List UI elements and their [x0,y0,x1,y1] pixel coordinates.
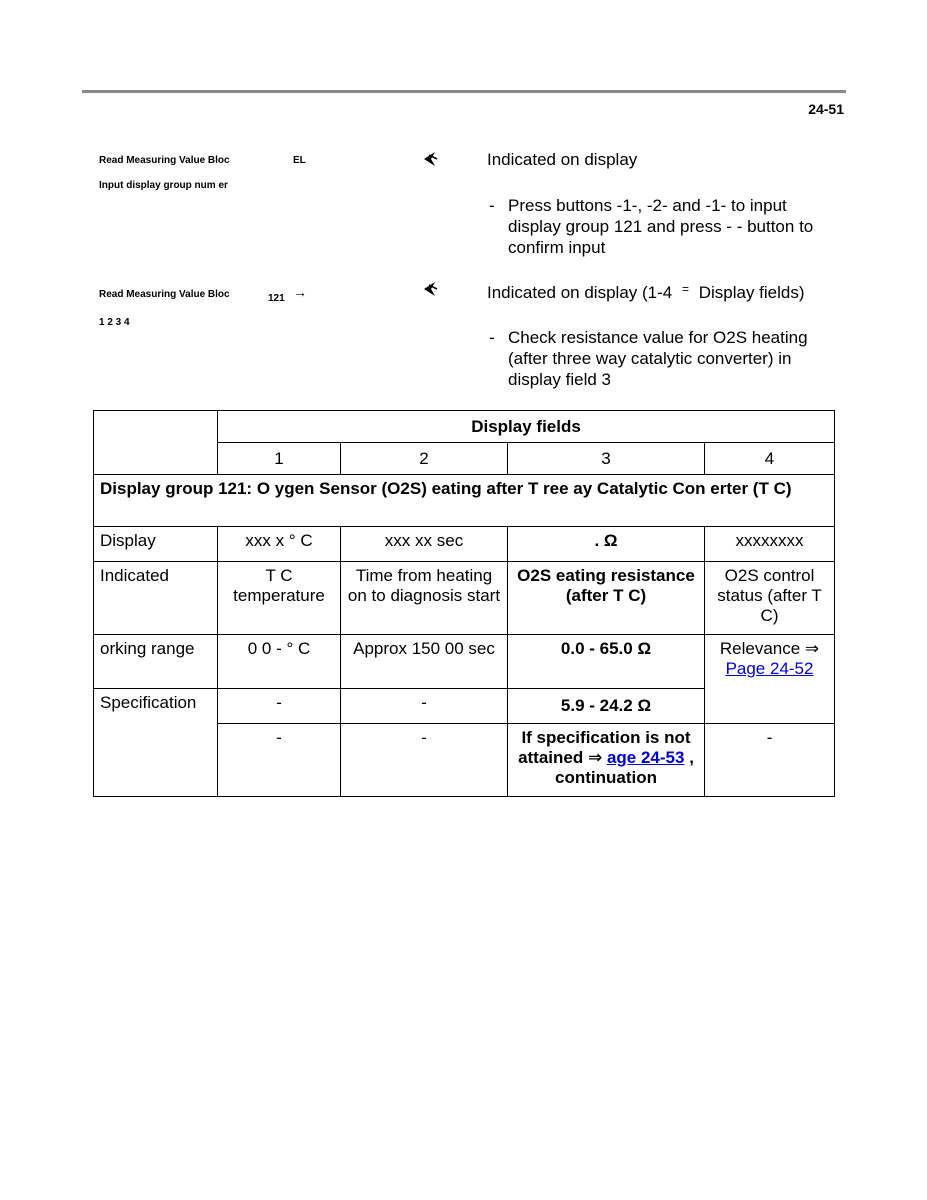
column-header-2: 2 [341,443,508,475]
row-label-working-range: orking range [94,635,218,689]
display-group-title: Display group 121: O ygen Sensor (O2S) eating after T ree ay Catalytic Con erter (T C) [94,475,835,527]
screen-text-line1: Read Measuring Value Bloc [99,289,230,300]
indicated-field-1: T C temperature [218,562,341,635]
row-label-indicated: Indicated [94,562,218,635]
right-arrow-icon: → [293,284,307,300]
screen-text-line1: Read Measuring Value Bloc [99,155,230,166]
working-range-2: Approx 150 00 sec [341,635,508,689]
page-24-53-link[interactable]: age 24-53 [606,748,685,767]
spec-field-2: - [341,689,508,724]
instruction-input-group: - Press buttons -1-, -2- and -1- to input display group 121 and press - - button to confirm input [489,195,839,261]
continuation-text: , continuation [555,748,694,787]
table-corner-cell [94,411,218,475]
row-label-specification: Specification [94,689,218,797]
screen-group-number: 121 [268,293,285,304]
working-range-1: 0 0 - ° C [218,635,341,689]
table-header-title: Display fields [218,411,835,443]
action-field-2: - [341,724,508,797]
indicated-on-display: Indicated on display [487,150,638,169]
screen-text-line2: Input display group num er [99,180,228,191]
display-indicator-icon [421,281,439,297]
display-field-2: xxx xx sec [341,527,508,562]
column-header-4: 4 [705,443,835,475]
display-field-3: . Ω [508,527,705,562]
display-indicator-icon [421,151,439,167]
page-number: 24-51 [808,101,844,117]
equals-icon: = [681,282,689,296]
indicated-field-4: O2S control status (after T C) [705,562,835,635]
action-field-1: - [218,724,341,797]
indicated-prefix: Indicated on display (1-4 [487,283,673,302]
display-field-1: xxx x ° C [218,527,341,562]
indicated-suffix: Display fields) [698,283,805,302]
column-header-3: 3 [508,443,705,475]
display-fields-table [93,410,835,797]
display-field-4: xxxxxxxx [705,527,835,562]
page-24-52-link[interactable]: Page 24-52 [725,659,814,678]
spec-not-attained-text: If specification is not attained ⇒ [518,728,691,767]
indicated-field-3: O2S eating resistance (after T C) [508,562,705,635]
header-rule [82,90,846,93]
indicated-field-2: Time from heating on to diagnosis start [341,562,508,635]
relevance-text: Relevance ⇒ [719,639,820,658]
spec-field-3: 5.9 - 24.2 Ω [508,689,705,724]
working-range-4 [705,635,835,724]
screen-text-line1-suffix: EL [293,155,306,166]
row-label-display: Display [94,527,218,562]
instruction-check-resistance: - Check resistance value for O2S heating (after three way catalytic converter) in display field 3 [489,327,839,393]
column-header-1: 1 [218,443,341,475]
working-range-3: 0.0 - 65.0 Ω [508,635,705,689]
action-field-4: - [705,724,835,797]
indicated-on-display-fields [487,282,805,303]
screen-text-line2: 1 2 3 4 [99,317,130,328]
action-field-3 [508,724,705,797]
instruction-text: Press buttons -1-, -2- and -1- to input display group 121 and press - - button to confirm input [508,196,814,257]
instruction-text: Check resistance value for O2S heating (after three way catalytic converter) in display field 3 [508,328,808,389]
spec-field-1: - [218,689,341,724]
